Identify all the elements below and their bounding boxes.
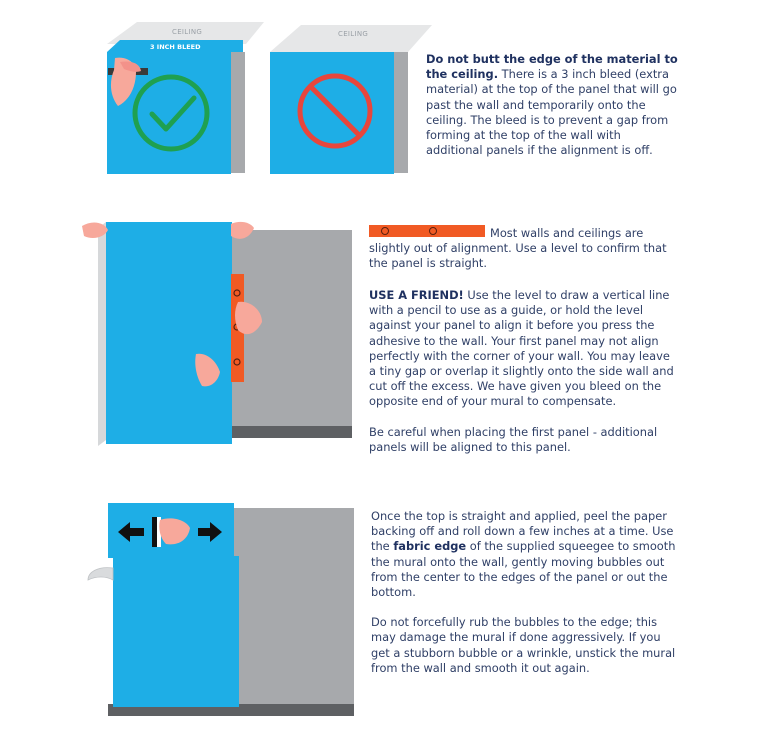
first-panel-caution: Be careful when placing the first panel - additional panels will be aligned to this panel. <box>369 424 658 454</box>
mural-panel <box>113 556 239 707</box>
bleed-label: 3 INCH BLEED <box>150 43 201 51</box>
squeegee-icon <box>152 517 161 547</box>
level-intro <box>369 226 674 272</box>
level-intro-text: Most walls and ceilings are slightly out of alignment. Use a level to confirm that the panel is straight. <box>369 226 667 271</box>
fabric-edge-emphasis: fabric edge <box>393 539 467 554</box>
ceiling-label: CEILING <box>338 30 369 38</box>
friend-instructions-text: Use the level to draw a vertical line with a pencil to use as a guide, or hold the level against your panel to align it before you press the adhesive to the wall. Your first panel may not align perfectly with the corner of your wall. You may leave a tiny gap or overlap it slightly onto the side wall and cut off the excess. We have given you bleed on the opposite end of your mural to compensate. <box>369 288 674 409</box>
bubble-warning: Do not forcefully rub the bubbles to the edge; this may damage the mural if done aggressively. If you get a stubborn bubble or a wrinkle, unstick the mural from the wall and smooth it out again. <box>371 615 676 675</box>
squeegee-instructions <box>371 509 676 676</box>
panel-shadow <box>98 222 106 446</box>
bleed-warning-heading: Do not butt the edge of the material to the ceiling. <box>426 52 678 82</box>
squeegee-text-a: Once the top is straight and applied, peel the paper backing off and roll down a few inches at a time. Use the <box>371 509 674 554</box>
figure-squeegee <box>88 503 354 716</box>
figure-incorrect-no-bleed <box>270 25 432 174</box>
figure-correct-bleed <box>107 22 264 174</box>
figure-level-alignment <box>82 222 352 446</box>
wall-floor-edge <box>231 426 352 438</box>
friend-instructions <box>369 288 674 455</box>
wall-side <box>230 52 245 173</box>
mural-panel <box>270 52 394 174</box>
bleed-instructions <box>426 52 678 158</box>
wall <box>232 508 354 706</box>
squeegee-text-b: of the supplied squeegee to smooth the mural onto the wall, gently moving bubbles out from the center to the edges of the panel or out the bottom. <box>371 539 676 600</box>
wall-side <box>393 52 408 173</box>
bleed-explanation: There is a 3 inch bleed (extra material) at the top of the panel that will go past the wall and temporarily onto the ceiling. The bleed is to prevent a gap from forming at the top of the wall with additional panels if the alignment is off. <box>426 67 677 158</box>
ceiling-label: CEILING <box>172 28 203 36</box>
use-a-friend-heading: USE A FRIEND! <box>369 288 464 302</box>
paper-backing <box>88 568 113 580</box>
mural-panel <box>106 222 232 444</box>
